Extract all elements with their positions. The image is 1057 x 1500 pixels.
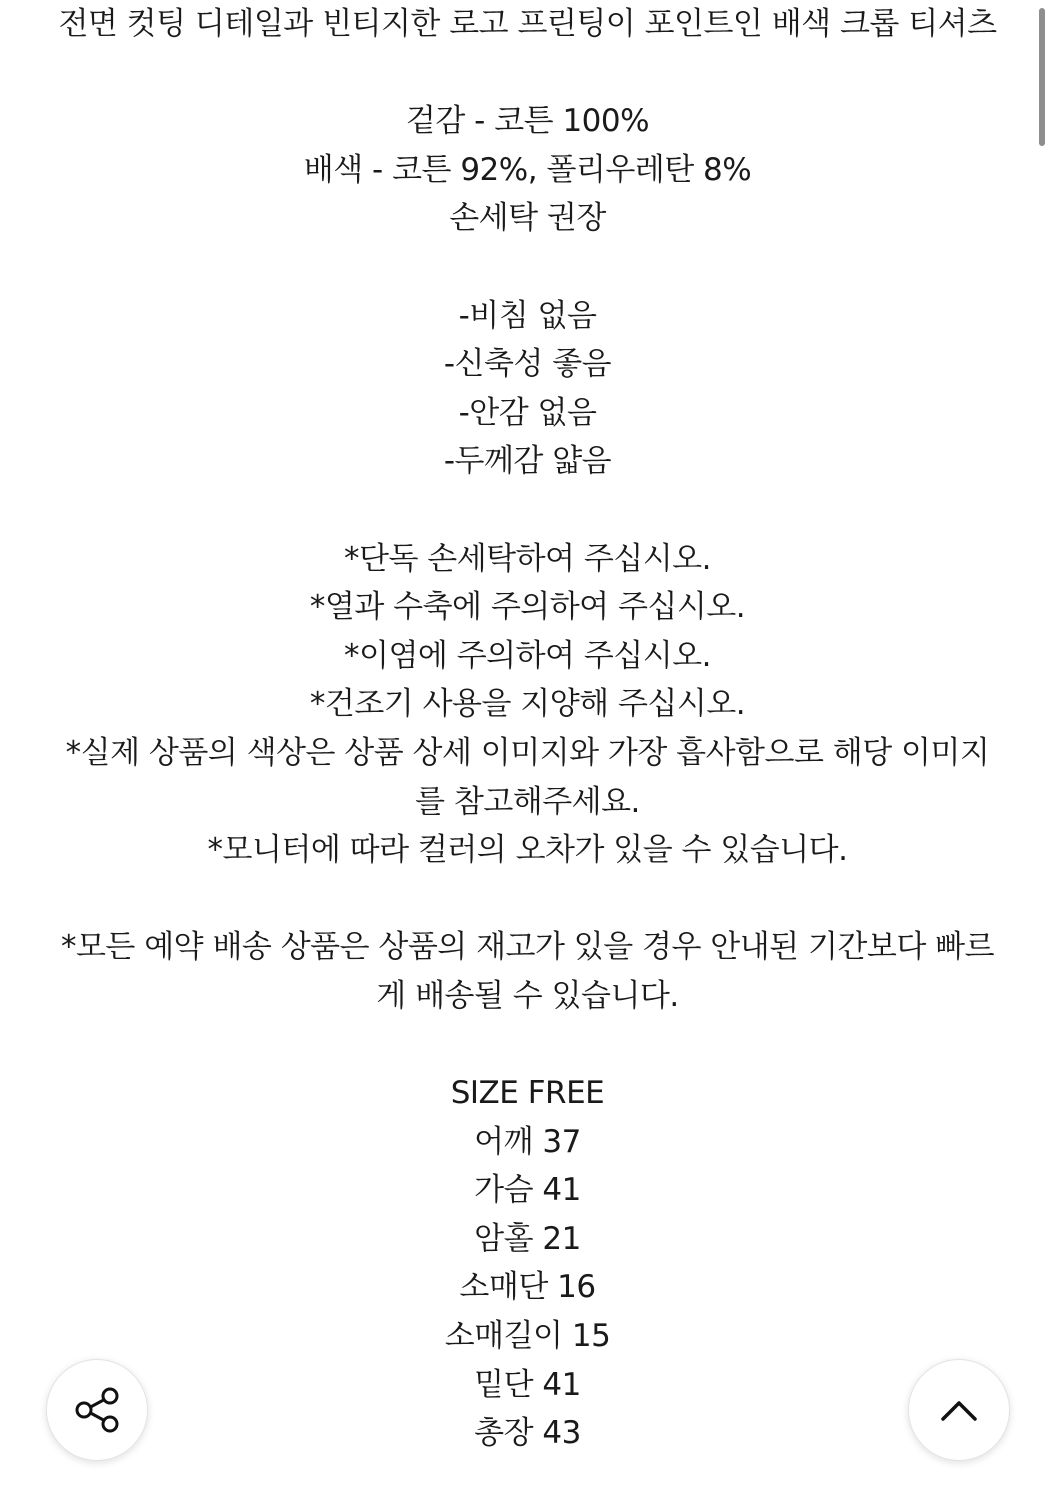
size-measurement: 소매단 16	[459, 1269, 596, 1306]
caution-item: *이염에 주의하여 주십시오.	[344, 637, 711, 674]
size-measurement: 밑단 41	[474, 1366, 581, 1403]
monitor-note: *모니터에 따라 컬러의 오차가 있을 수 있습니다.	[207, 832, 848, 869]
color-note-line: 를 참고해주세요.	[415, 783, 640, 820]
chevron-up-icon	[909, 1360, 1009, 1460]
caution-item: *단독 손세탁하여 주십시오.	[344, 540, 711, 577]
shipping-note-line: *모든 예약 배송 상품은 상품의 재고가 있을 경우 안내된 기간보다 빠르	[60, 929, 995, 966]
material-contrast: 배색 - 코튼 92%, 폴리우레탄 8%	[303, 151, 752, 188]
share-button[interactable]	[46, 1359, 148, 1461]
feature-item: -신축성 좋음	[443, 346, 612, 383]
product-description	[20, 0, 1035, 1458]
size-measurement: 가슴 41	[474, 1172, 581, 1209]
size-measurement: 암홀 21	[474, 1220, 581, 1257]
caution-item: *건조기 사용을 지양해 주십시오.	[309, 686, 746, 723]
feature-item: -두께감 얇음	[443, 443, 612, 480]
caution-item: *열과 수축에 주의하여 주십시오.	[309, 589, 746, 626]
size-measurement: 총장 43	[474, 1415, 581, 1452]
share-icon	[47, 1360, 147, 1460]
shipping-note-line: 게 배송될 수 있습니다.	[376, 977, 679, 1014]
size-measurement: 소매길이 15	[444, 1318, 611, 1355]
scroll-to-top-button[interactable]	[908, 1359, 1010, 1461]
feature-item: -비침 없음	[458, 297, 597, 334]
size-measurement: 어깨 37	[474, 1123, 581, 1160]
size-title: SIZE FREE	[450, 1075, 605, 1112]
wash-instruction: 손세탁 권장	[449, 200, 606, 237]
intro-text: 전면 컷팅 디테일과 빈티지한 로고 프린팅이 포인트인 배색 크롭 티셔츠	[58, 6, 997, 42]
feature-item: -안감 없음	[458, 394, 597, 431]
scrollbar[interactable]	[1039, 8, 1045, 146]
color-note-line: *실제 상품의 색상은 상품 상세 이미지와 가장 흡사함으로 해당 이미지	[65, 734, 990, 771]
material-shell: 겉감 - 코튼 100%	[405, 103, 650, 140]
